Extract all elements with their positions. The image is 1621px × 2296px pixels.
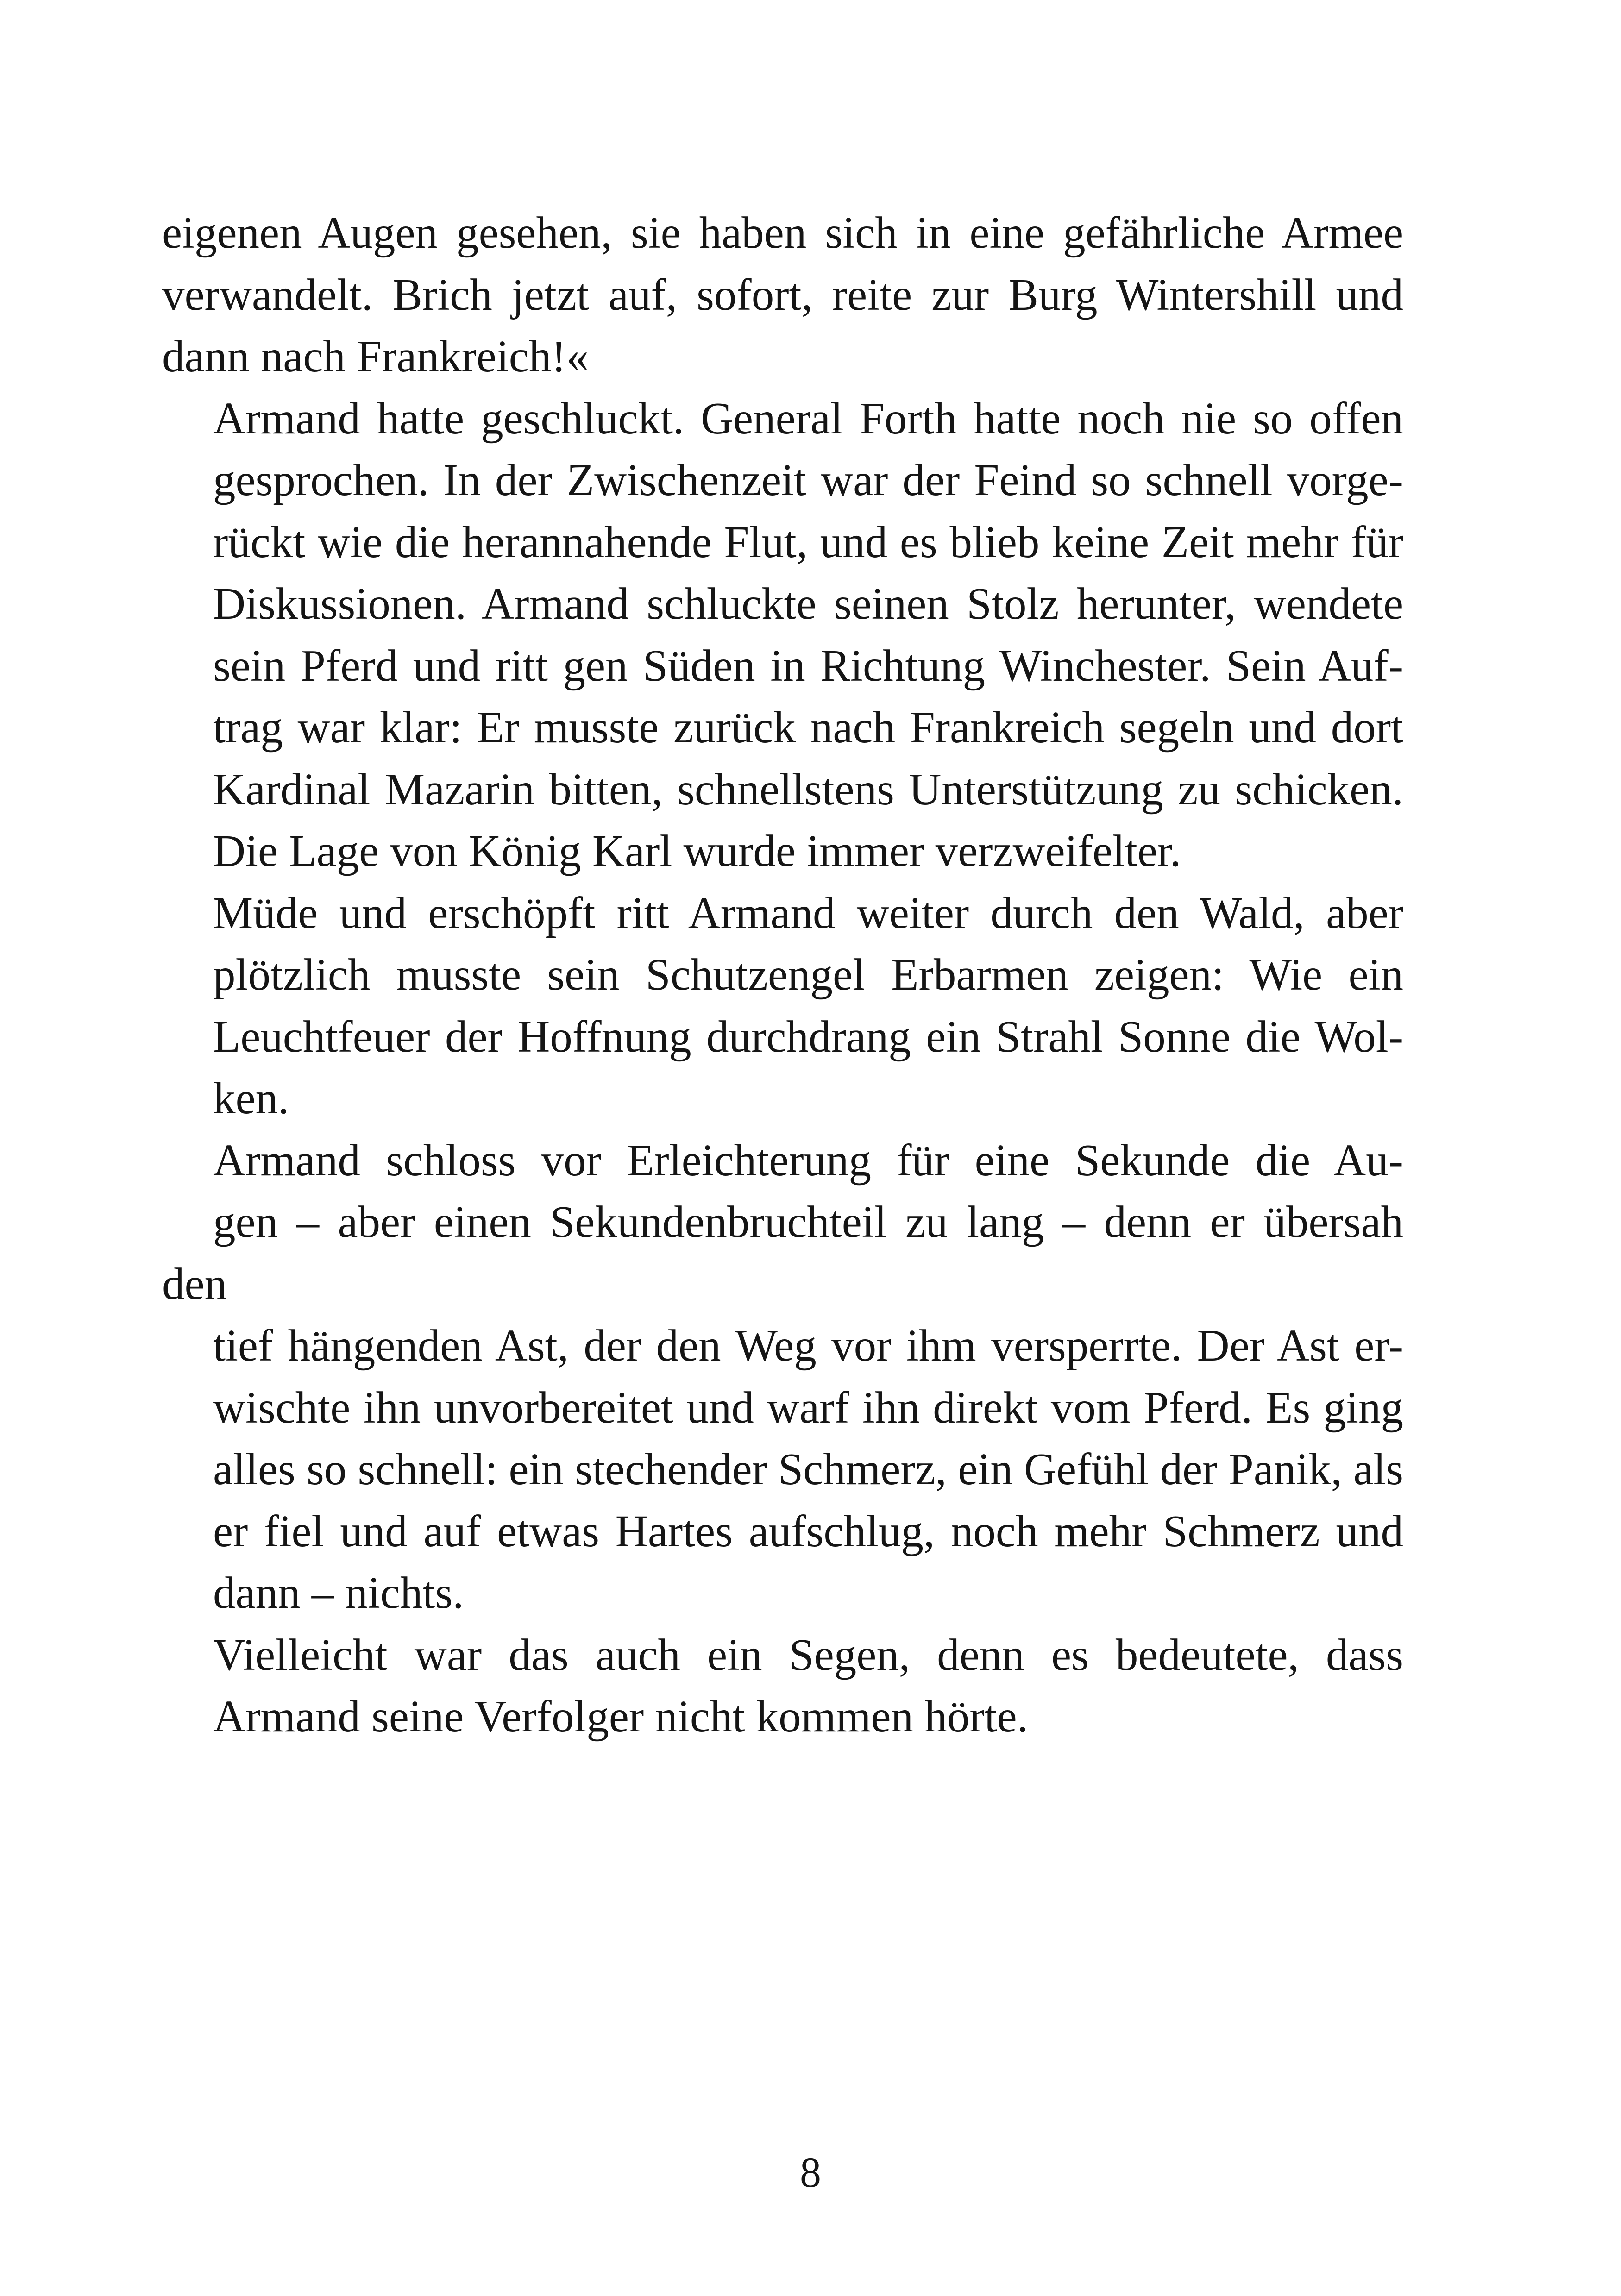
text-line: sein Pferd und ritt gen Süden in Richtung Winchester. Sein Auf- <box>213 640 1403 690</box>
text-line: Armand schloss vor Erleichterung für eine Sekunde die Au- <box>213 1135 1403 1185</box>
text-line: ken. <box>213 1073 289 1123</box>
body-text <box>162 202 1403 1748</box>
text-line: Armand seine Verfolger nicht kommen hörte. <box>213 1692 1028 1741</box>
text-line: wischte ihn unvorbereitet und warf ihn direkt vom Pferd. Es ging <box>213 1382 1403 1432</box>
text-line: dann nach Frankreich!« <box>162 332 589 381</box>
text-line: Die Lage von König Karl wurde immer verzweifelter. <box>213 826 1181 876</box>
paragraph-2 <box>162 388 1403 882</box>
paragraph-5 <box>162 1624 1403 1748</box>
page-number: 8 <box>800 2149 821 2196</box>
text-line: Armand hatte geschluckt. General Forth hatte noch nie so offen <box>213 393 1403 443</box>
text-line: er fiel und auf etwas Hartes aufschlug, noch mehr Schmerz und <box>213 1506 1403 1556</box>
text-line: dann – nichts. <box>213 1568 464 1618</box>
text-line: plötzlich musste sein Schutzengel Erbarmen zeigen: Wie ein <box>213 950 1403 999</box>
text-line: Leuchtfeuer der Hoffnung durchdrang ein Strahl Sonne die Wol- <box>213 1011 1403 1061</box>
text-line: Diskussionen. Armand schluckte seinen Stolz herunter, wendete <box>213 579 1403 628</box>
paragraph-4 <box>162 1129 1403 1624</box>
text-line: rückt wie die herannahende Flut, und es blieb keine Zeit mehr für <box>213 517 1403 567</box>
text-line: gesprochen. In der Zwischenzeit war der Feind so schnell vorge- <box>213 455 1403 505</box>
paragraph-1 <box>162 202 1403 388</box>
text-line: Vielleicht war das auch ein Segen, denn es bedeutete, dass <box>213 1630 1403 1680</box>
text-line: eigenen Augen gesehen, sie haben sich in eine gefährliche Armee <box>162 208 1403 257</box>
text-line: Kardinal Mazarin bitten, schnellstens Unterstützung zu schicken. <box>213 764 1403 814</box>
text-line: verwandelt. Brich jetzt auf, sofort, reite zur Burg Wintershill und <box>162 270 1403 320</box>
text-line: Müde und erschöpft ritt Armand weiter durch den Wald, aber <box>213 888 1403 938</box>
text-line: tief hängenden Ast, der den Weg vor ihm versperrte. Der Ast er- <box>213 1321 1403 1370</box>
paragraph-3 <box>162 882 1403 1129</box>
text-line: alles so schnell: ein stechender Schmerz, ein Gefühl der Panik, als <box>213 1444 1403 1494</box>
text-line: gen – aber einen Sekundenbruchteil zu lang – denn er übersah den <box>162 1197 1403 1309</box>
text-line: trag war klar: Er musste zurück nach Frankreich segeln und dort <box>213 703 1403 752</box>
